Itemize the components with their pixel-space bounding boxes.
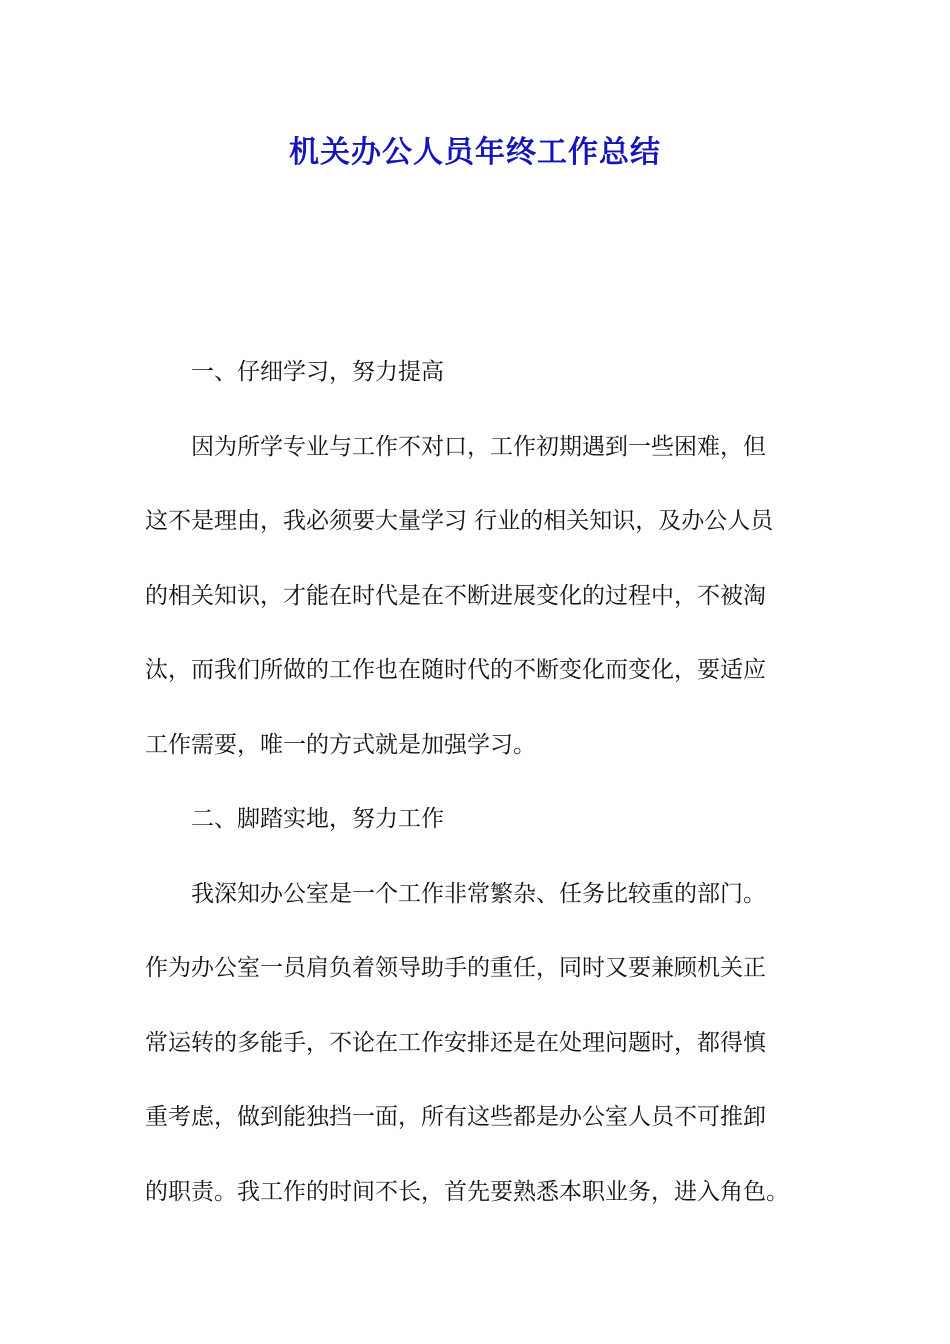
paragraph-line: 因为所学专业与工作不对口，工作初期遇到一些困难，但	[191, 433, 766, 460]
paragraph-line: 作为办公室一员肩负着领导助手的重任，同时又要兼顾机关正	[145, 955, 766, 981]
section-heading-1: 一、仔细学习，努力提高	[191, 359, 444, 385]
paragraph-line: 常运转的多能手，不论在工作安排还是在处理问题时，都得慎	[145, 1029, 766, 1056]
section-paragraph-2	[145, 857, 825, 1230]
paragraph-line: 的相关知识，才能在时代是在不断进展变化的过程中，不被淘	[145, 582, 766, 609]
document-body	[145, 335, 825, 1229]
section-paragraph-1	[145, 410, 825, 783]
document-title: 机关办公人员年终工作总结	[289, 135, 661, 170]
paragraph-line: 这不是理由，我必须要大量学习 行业的相关知识，及办公人员	[145, 508, 774, 534]
paragraph-line: 我深知办公室是一个工作非常繁杂、任务比较重的部门。	[191, 880, 766, 907]
paragraph-line: 重考虑，做到能独挡一面，所有这些都是办公室人员不可推卸	[145, 1104, 766, 1130]
paragraph-line: 工作需要，唯一的方式就是加强学习。	[145, 731, 536, 758]
paragraph-line: 汰，而我们所做的工作也在随时代的不断变化而变化，要适应	[145, 657, 766, 683]
paragraph-line: 的职责。我工作的时间不长，首先要熟悉本职业务，进入角色。	[145, 1178, 789, 1205]
section-heading-2: 二、脚踏实地，努力工作	[191, 806, 444, 832]
